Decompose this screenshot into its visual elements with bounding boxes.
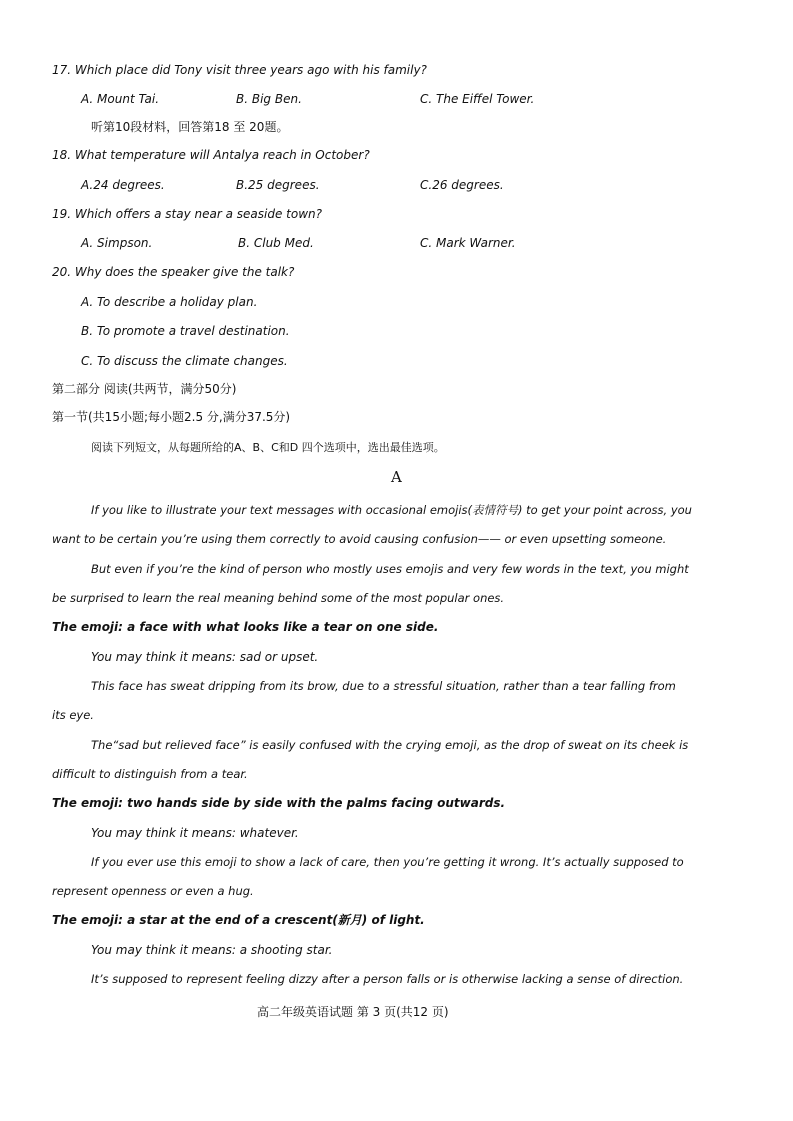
part2-heading: 第二部分 阅读(共两节，满分50分) (52, 382, 237, 396)
reading-instructions: 阅读下列短文，从每题所给的A、B、C和D 四个选项中，选出最佳选项。 (91, 441, 445, 454)
emoji1-p2-line1: The“sad but relieved face” is easily confused with the crying emoji, as the drop of sweat on its cheek is (91, 738, 689, 752)
passage-title: A (391, 468, 402, 486)
q20-option-b: B. To promote a travel destination. (81, 324, 290, 338)
q17-option-a: A. Mount Tai. (81, 92, 160, 106)
passage-p1-line1: If you like to illustrate your text messages with occasional emojis(表情符号) to get your point across, you (91, 503, 692, 517)
question-18: 18. What temperature will Antalya reach in October? (52, 148, 370, 162)
question-20: 20. Why does the speaker give the talk? (52, 265, 295, 279)
q19-option-b: B. Club Med. (238, 236, 314, 250)
q18-option-a: A.24 degrees. (81, 178, 165, 192)
emoji1-p2-line2: difficult to distinguish from a tear. (52, 767, 248, 781)
emoji1-p1-line2: its eye. (52, 708, 94, 722)
passage-p2-line2: be surprised to learn the real meaning behind some of the most popular ones. (52, 591, 505, 605)
emoji3-p1-line1: It’s supposed to represent feeling dizzy after a person falls or is otherwise lacking a sense of direction. (91, 972, 684, 986)
emoji3-heading: The emoji: a star at the end of a crescent(新月) of light. (52, 913, 425, 927)
emoji3-think: You may think it means: a shooting star. (91, 943, 333, 957)
q20-option-a: A. To describe a holiday plan. (81, 295, 258, 309)
material-10-instruction: 听第10段材料，回答第18 至 20题。 (91, 120, 289, 134)
passage-p1-line2: want to be certain you’re using them correctly to avoid causing confusion—— or even upsetting someone. (52, 532, 667, 546)
question-17: 17. Which place did Tony visit three years ago with his family? (52, 63, 427, 77)
page-footer: 高二年级英语试题 第 3 页(共12 页) (257, 1005, 449, 1019)
q18-option-c: C.26 degrees. (420, 178, 504, 192)
emoji2-think: You may think it means: whatever. (91, 826, 299, 840)
q18-option-b: B.25 degrees. (236, 178, 320, 192)
q17-option-c: C. The Eiffel Tower. (420, 92, 535, 106)
section1-heading: 第一节(共15小题;每小题2.5 分,满分37.5分) (52, 410, 291, 424)
passage-p2-line1: But even if you’re the kind of person who mostly uses emojis and very few words in the text, you might (91, 562, 689, 576)
emoji1-p1-line1: This face has sweat dripping from its brow, due to a stressful situation, rather than a tear falling from (91, 679, 676, 693)
q19-option-c: C. Mark Warner. (420, 236, 516, 250)
emoji2-p1-line1: If you ever use this emoji to show a lack of care, then you’re getting it wrong. It’s actually supposed to (91, 855, 684, 869)
q19-option-a: A. Simpson. (81, 236, 153, 250)
emoji1-think: You may think it means: sad or upset. (91, 650, 319, 664)
q17-option-b: B. Big Ben. (236, 92, 302, 106)
emoji2-p1-line2: represent openness or even a hug. (52, 884, 254, 898)
emoji2-heading: The emoji: two hands side by side with the palms facing outwards. (52, 796, 506, 810)
q20-option-c: C. To discuss the climate changes. (81, 354, 288, 368)
emoji1-heading: The emoji: a face with what looks like a tear on one side. (52, 620, 439, 634)
question-19: 19. Which offers a stay near a seaside town? (52, 207, 322, 221)
